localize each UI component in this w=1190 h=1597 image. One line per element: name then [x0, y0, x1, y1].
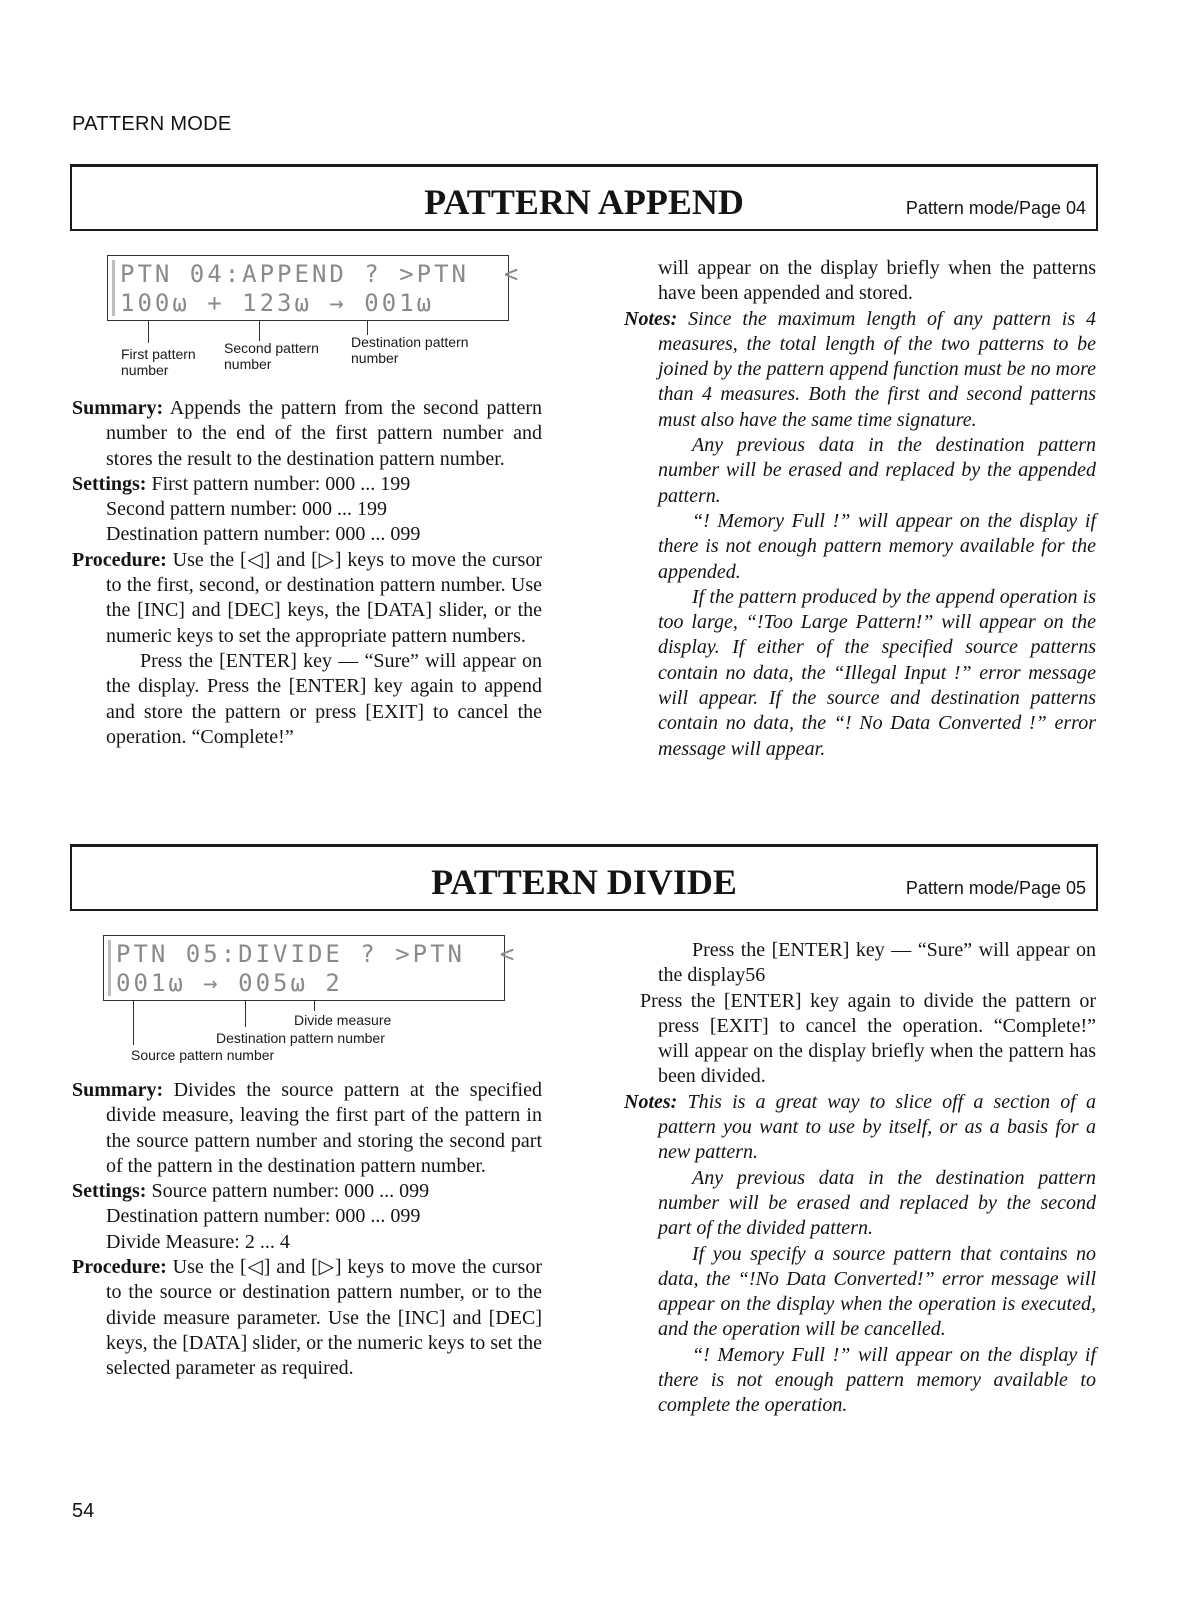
append-summary	[72, 396, 542, 472]
append-settings-2: Second pattern number: 000 ... 199	[106, 498, 388, 521]
divide-settings-3: Divide Measure: 2 ... 4	[106, 1230, 290, 1253]
append-continue: will appear on the display briefly when the patterns have been appended and stored.	[658, 257, 1096, 305]
divide-leader-measure	[314, 1001, 315, 1011]
append-procedure-text: Use the [◁] and [▷] keys to move the cursor to the first, second, or destination pattern number. Use the [INC] and [DEC] keys, the [DATA] slider, or the numeric keys to set the appropriate pattern numbers.	[106, 548, 542, 647]
append-label-second: Second pattern number	[224, 340, 319, 372]
append-subtitle: Pattern mode/Page 04	[905, 198, 1086, 218]
append-procedure	[72, 548, 542, 649]
append-procedure-label: Procedure:	[72, 548, 167, 571]
append-leader-first	[148, 321, 149, 343]
divide-notes-2: Any previous data in the destination pattern number will be erased and replaced by the second part of the divided pattern.	[658, 1166, 1096, 1240]
divide-right-column	[624, 938, 1096, 1419]
divide-subtitle: Pattern mode/Page 05	[905, 878, 1086, 898]
divide-settings	[72, 1179, 542, 1204]
append-notes-3: “! Memory Full !” will appear on the display if there is not enough pattern memory available for the appended.	[658, 509, 1096, 583]
divide-lcd-display	[103, 935, 518, 1001]
append-notes-label: Notes:	[624, 307, 678, 330]
append-lcd-line-2: 100ω + 123ω → 001ω	[120, 289, 435, 317]
divide-settings-2: Destination pattern number: 000 ... 099	[106, 1205, 421, 1228]
divide-settings-label: Settings:	[72, 1180, 147, 1203]
divide-procedure-label: Procedure:	[72, 1256, 167, 1279]
append-notes-1-text: Since the maximum length of any pattern is 4 measures, the total length of the two patterns to be joined by the pattern append function must be no more than 4 measures. Both the first and second patterns must also have the same time signature.	[658, 307, 1096, 431]
append-left-column	[72, 396, 542, 750]
append-notes-4: If the pattern produced by the append operation is too large, “!Too Large Pattern!” will appear on the display. If either of the specified source patterns contain no data, the “Illegal Input !” error message will appear. If the source and destination patterns contain no data, the “! No Data Converted !” error message will appear.	[658, 585, 1096, 760]
divide-settings-1: Source pattern number: 000 ... 099	[146, 1180, 430, 1203]
divide-summary-label: Summary:	[72, 1079, 164, 1101]
divide-label-dest: Destination pattern number	[216, 1030, 385, 1046]
divide-notes-1-text: This is a great way to slice off a section of a pattern you want to use by itself, or as a basis for a new pattern.	[658, 1090, 1096, 1164]
divide-summary	[72, 1078, 542, 1179]
append-label-first: First pattern number	[121, 346, 196, 378]
append-summary-text: Appends the pattern from the second pattern number to the end of the first pattern number and stores the result to the destination pattern number.	[106, 397, 542, 470]
append-leader-second	[259, 321, 260, 341]
divide-left-column	[72, 1078, 542, 1382]
divide-notes-1	[624, 1090, 1096, 1166]
append-lcd-display	[107, 255, 522, 321]
divide-label-measure: Divide measure	[294, 1012, 392, 1028]
append-lcd-line-1: PTN 04:APPEND ? >PTN <	[120, 260, 522, 288]
append-notes-1	[624, 307, 1096, 433]
divide-right-2: Press the [ENTER] key again to divide the pattern or press [EXIT] to cancel the operation. “Complete!” will appear on the display briefly when the pattern has been divided.	[640, 989, 1096, 1088]
append-label-dest: Destination pattern number	[351, 334, 469, 366]
append-notes-2: Any previous data in the destination pattern number will be erased and replaced by the appended pattern.	[658, 434, 1096, 507]
append-settings-label: Settings:	[72, 472, 147, 495]
divide-leader-dest	[245, 1001, 246, 1027]
divide-banner	[70, 844, 1098, 911]
lcd-cursor-bar	[112, 260, 115, 316]
append-title: PATTERN APPEND	[424, 182, 744, 222]
append-procedure-2: Press the [ENTER] key — “Sure” will appear on the display. Press the [ENTER] key again to append and store the pattern or press [EXIT] to cancel the operation. “Complete!”	[106, 649, 542, 748]
divide-lcd-line-1: PTN 05:DIVIDE ? >PTN <	[116, 940, 518, 968]
divide-notes-3: If you specify a source pattern that contains no data, the “!No Data Converted!” error message will appear on the display when the operation is executed, and the operation will be cancelled.	[658, 1242, 1096, 1341]
divide-leader-source	[133, 1001, 134, 1045]
divide-procedure	[72, 1255, 542, 1381]
divide-right-1: Press the [ENTER] key — “Sure” will appear on the display56	[658, 939, 1096, 987]
divide-title: PATTERN DIVIDE	[431, 862, 737, 902]
append-settings	[72, 472, 542, 497]
divide-notes-4: “! Memory Full !” will appear on the display if there is not enough pattern memory available to complete the operation.	[658, 1343, 1096, 1417]
divide-procedure-text: Use the [◁] and [▷] keys to move the cursor to the source or destination pattern number, or to the divide measure parameter. Use the [INC] and [DEC] keys, the [DATA] slider, or the numeric keys to set the selected parameter as required.	[106, 1256, 542, 1380]
divide-lcd-line-2: 001ω → 005ω 2	[116, 969, 343, 997]
append-right-column	[624, 256, 1096, 762]
divide-notes-label: Notes:	[624, 1090, 678, 1113]
append-summary-label: Summary:	[72, 397, 164, 419]
append-banner	[70, 164, 1098, 231]
divide-summary-text: Divides the source pattern at the specified divide measure, leaving the first part of the pattern in the source pattern number and storing the second part of the pattern in the destination pattern number.	[106, 1079, 542, 1177]
append-leader-dest	[367, 321, 368, 335]
divide-label-source: Source pattern number	[131, 1047, 275, 1063]
page-number: 54	[72, 1500, 95, 1522]
running-head: PATTERN MODE	[72, 113, 232, 135]
append-settings-3: Destination pattern number: 000 ... 099	[106, 523, 421, 546]
append-settings-1: First pattern number: 000 ... 199	[146, 472, 411, 495]
lcd-cursor-bar	[108, 940, 111, 996]
